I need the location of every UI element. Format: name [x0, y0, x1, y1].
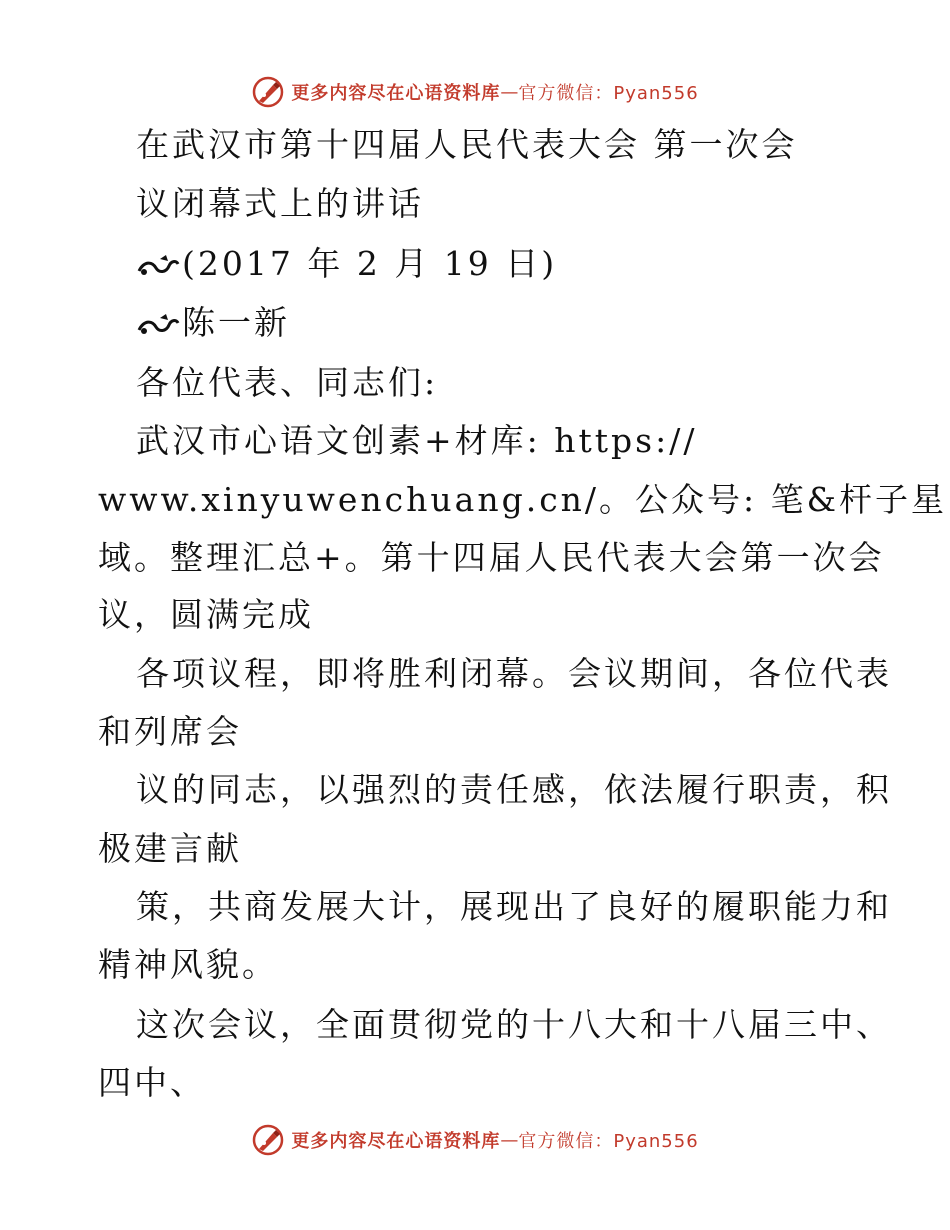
paragraph-line: 这次会议，全面贯彻党的十八大和十八届三中、 — [136, 1005, 892, 1044]
watermark-wechat-text: 官方微信：Pyan556 — [518, 1131, 699, 1152]
flourish-bullet-icon — [136, 251, 180, 281]
watermark-lead-text: 更多内容尽在心语资料库 — [291, 1131, 501, 1152]
paragraph-line: 议的同志，以强烈的责任感，依法履行职责，积 — [136, 770, 892, 809]
speech-author-row — [136, 303, 290, 342]
paragraph-line: 武汉市心语文创素+材库: https:// — [136, 421, 698, 460]
speech-title-line2: 议闭幕式上的讲话 — [136, 184, 424, 223]
paragraph-line: 域。整理汇总+。第十四届人民代表大会第一次会 — [98, 538, 885, 577]
speech-date-row — [136, 244, 558, 283]
watermark-dash: — — [500, 1129, 519, 1151]
paragraph-line: 策，共商发展大计，展现出了良好的履职能力和 — [136, 887, 892, 926]
watermark-lead-text: 更多内容尽在心语资料库 — [291, 83, 501, 104]
paragraph-line: 和列席会 — [98, 712, 242, 751]
footer-watermark — [0, 1120, 950, 1160]
paragraph-line: 各位代表、同志们: — [136, 363, 439, 402]
paragraph-line: 议，圆满完成 — [98, 595, 314, 634]
flourish-bullet-icon — [136, 310, 180, 340]
speech-date: (2017 年 2 月 19 日) — [182, 244, 558, 283]
watermark-wechat-text: 官方微信：Pyan556 — [518, 83, 699, 104]
paragraph-line: 极建言献 — [98, 829, 242, 868]
speech-author: 陈一新 — [182, 303, 290, 342]
pen-logo-icon — [251, 1123, 285, 1157]
watermark-dash: — — [500, 81, 519, 103]
paragraph-line: 各项议程，即将胜利闭幕。会议期间，各位代表 — [136, 654, 892, 693]
speech-title-line1: 在武汉市第十四届人民代表大会 第一次会 — [136, 125, 798, 164]
paragraph-line: 四中、 — [98, 1063, 206, 1102]
paragraph-line: www.xinyuwenchuang.cn/。公众号: 笔&杆子星 — [98, 480, 948, 519]
paragraph-line: 精神风貌。 — [98, 945, 278, 984]
